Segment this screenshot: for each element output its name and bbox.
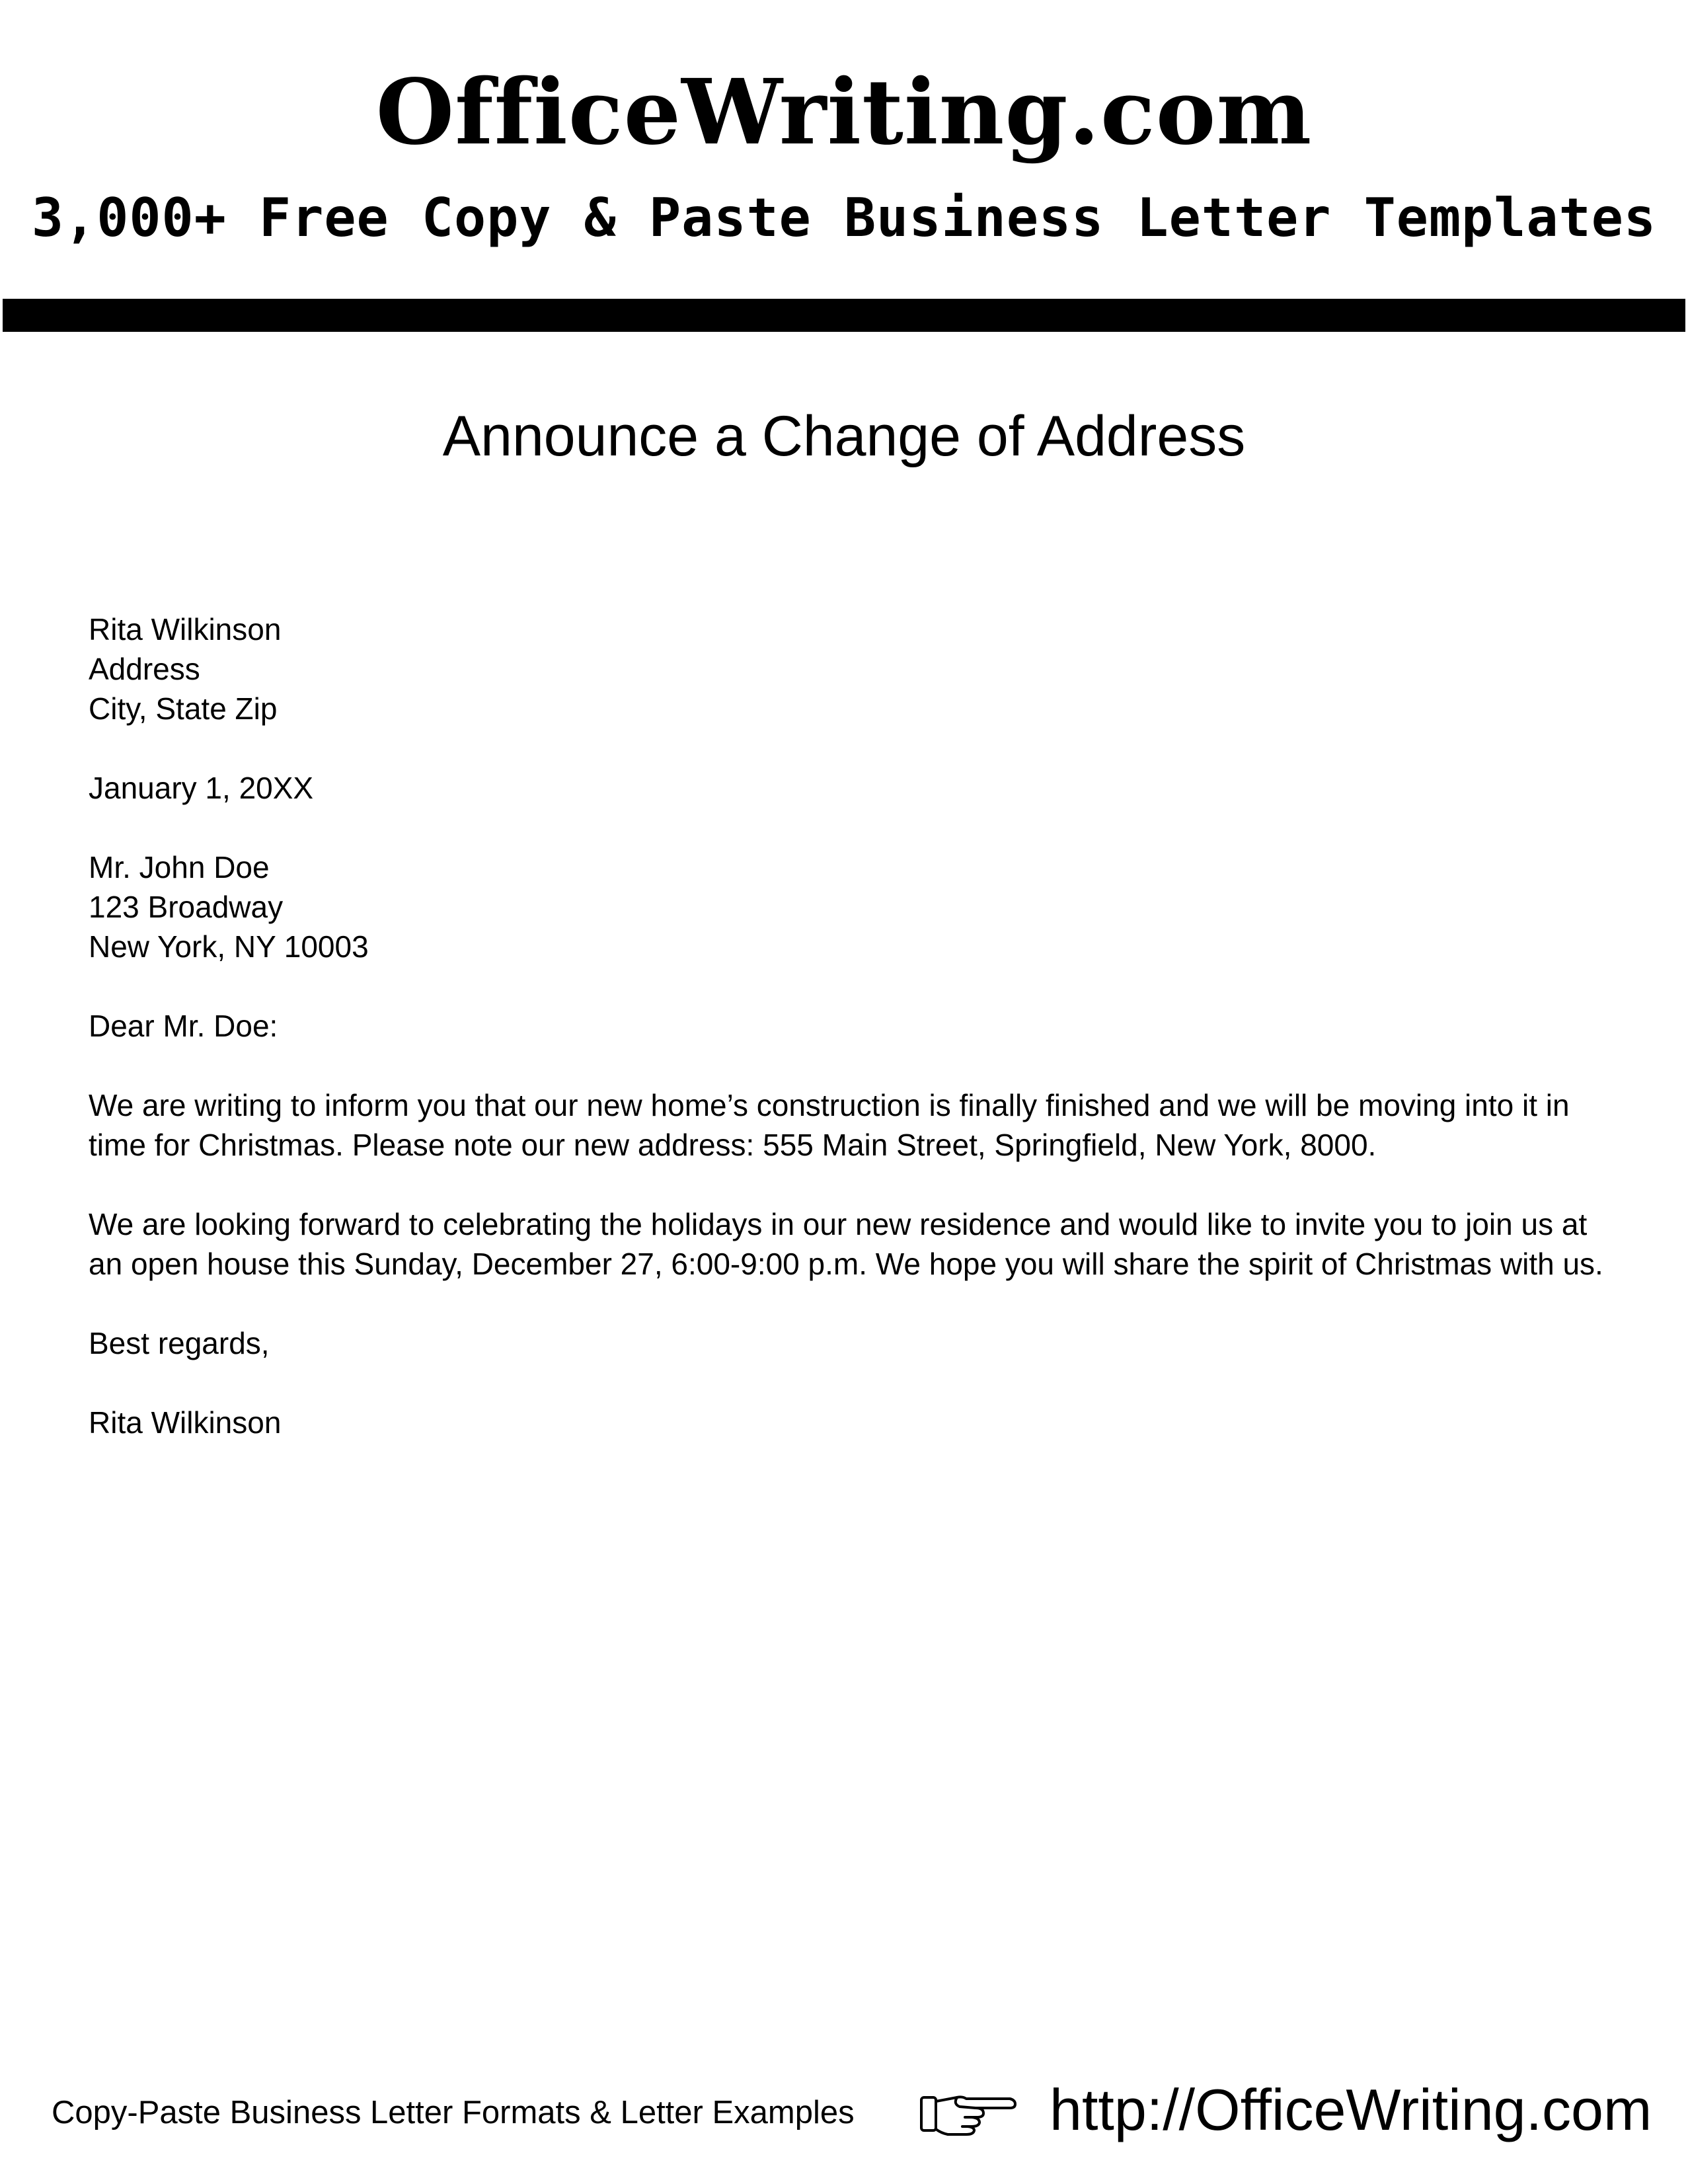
closing: Best regards, (89, 1326, 270, 1360)
recipient-name: Mr. John Doe (89, 850, 270, 884)
spacer (89, 728, 1615, 768)
spacer (89, 1284, 1615, 1323)
spacer (89, 1046, 1615, 1085)
site-title: OfficeWriting.com (375, 59, 1313, 165)
recipient-city-state-zip: New York, NY 10003 (89, 929, 369, 964)
salutation: Dear Mr. Doe: (89, 1009, 278, 1043)
pointing-hand-icon (919, 2086, 1018, 2138)
footer-tagline: Copy-Paste Business Letter Formats & Letter Examples (52, 2095, 855, 2130)
recipient-street: 123 Broadway (89, 890, 284, 924)
sender-address: Address (89, 652, 200, 686)
signature: Rita Wilkinson (89, 1405, 282, 1440)
body-paragraph-1: We are writing to inform you that our new home’s construction is finally finished and we will be moving into it in time for Christmas. Please note our new address: 555 Main Street, Springfield, New York, 8000. (89, 1088, 1570, 1162)
header-divider (3, 299, 1685, 332)
spacer (89, 1165, 1615, 1204)
spacer (89, 1363, 1615, 1403)
spacer (89, 808, 1615, 847)
site-subtitle: 3,000+ Free Copy & Paste Business Letter Templates (31, 187, 1657, 249)
footer-url-link[interactable]: http://OfficeWriting.com (1050, 2077, 1652, 2142)
letter-date: January 1, 20XX (89, 771, 314, 805)
letter-title: Announce a Change of Address (442, 405, 1246, 468)
body-paragraph-2: We are looking forward to celebrating the holidays in our new residence and would like to invite you to join us at an open house this Sunday, December 27, 6:00-9:00 p.m. We hope you will share the spirit of Christmas with us. (89, 1207, 1603, 1281)
sender-name: Rita Wilkinson (89, 612, 282, 646)
sender-city-state-zip: City, State Zip (89, 691, 278, 726)
letter-body (89, 609, 1615, 1442)
spacer (89, 966, 1615, 1006)
